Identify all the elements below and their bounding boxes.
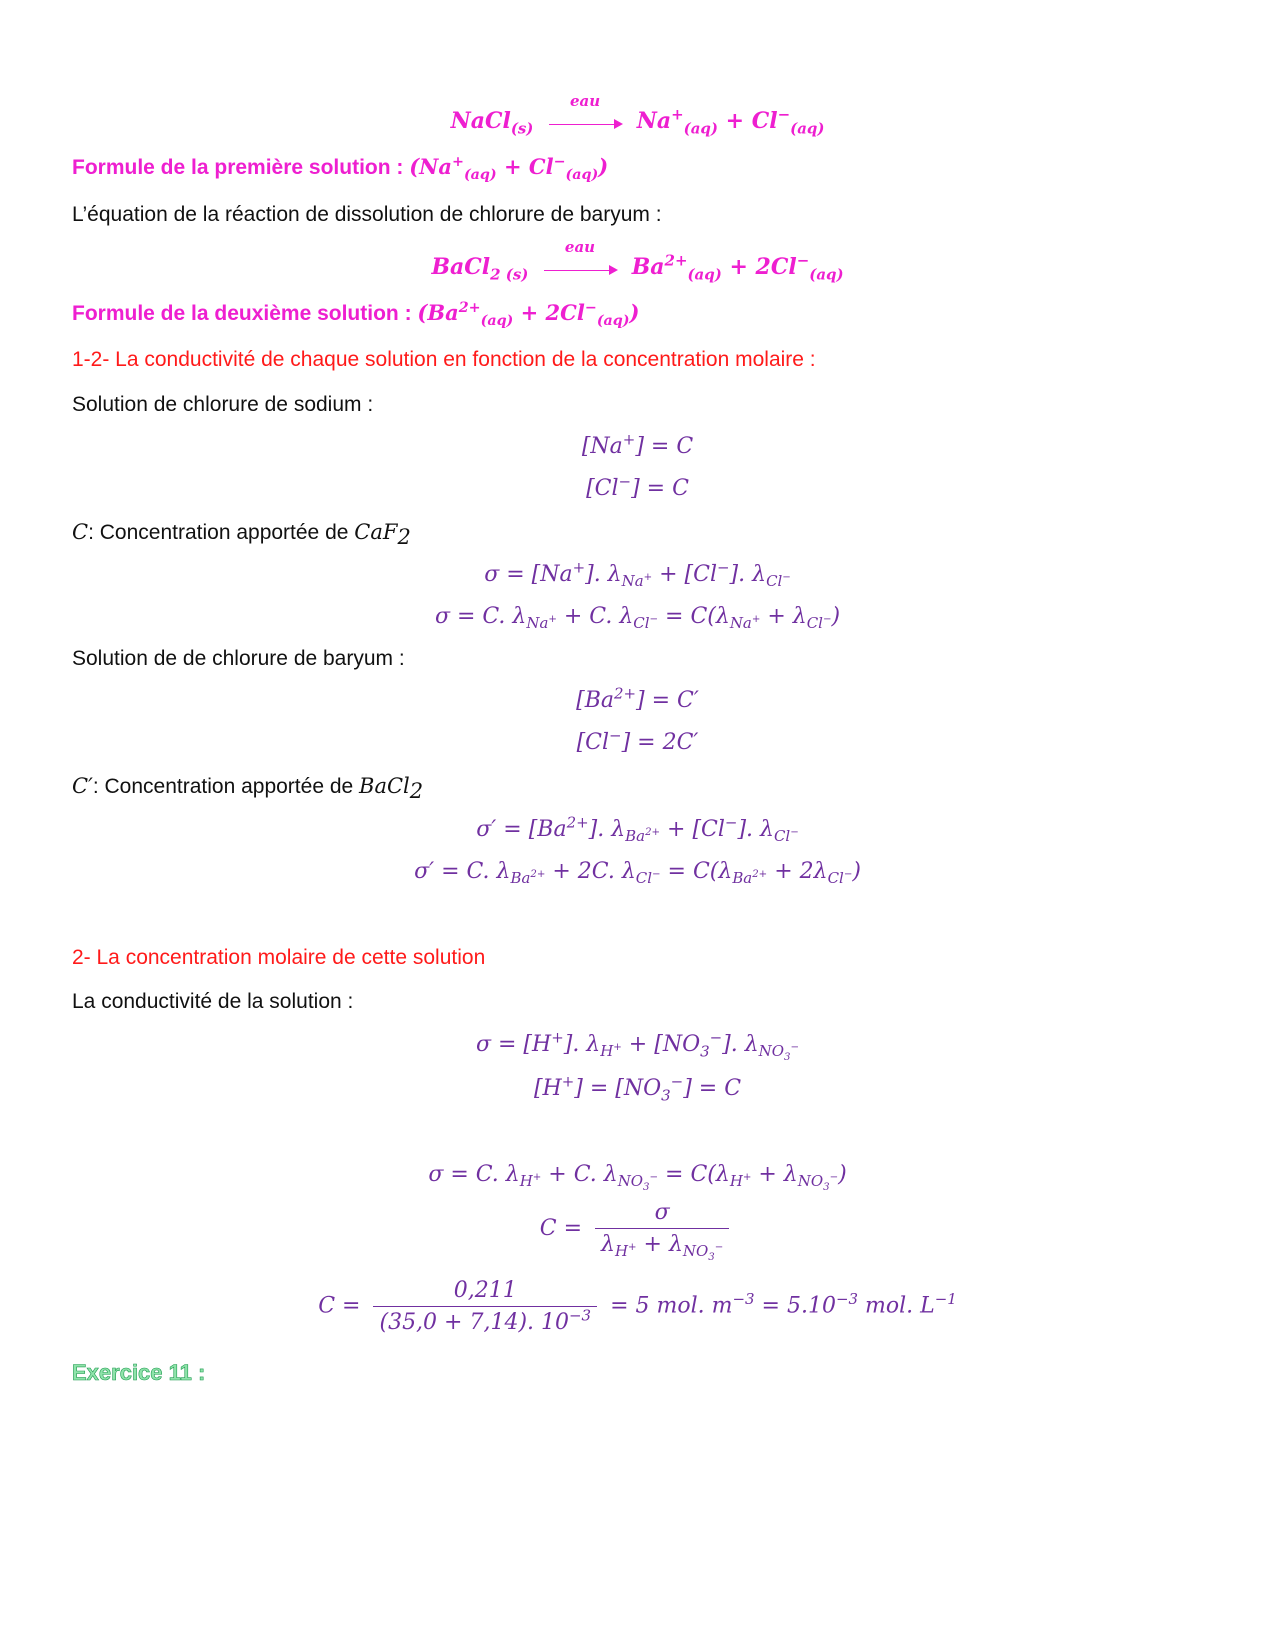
- math-sigma2-simplified: σ′ = C. $\lambda_{Ba^{2+}} + 2C$. $\lambda_{Cl^-} = C(\lambda_{Ba^{2+}} + 2\lambda_{Cl^-})$: [414, 859, 861, 888]
- math-c-result: C = $\frac{0,211}{(35,0 + 7,14). 10^{-3}}$ = 5 mol. $m^{-3} = 5.10^{-3}$ mol. $L^{-1}$: [318, 1278, 957, 1335]
- heading-2: 2- La concentration molaire de cette solution: [72, 946, 486, 969]
- formula-second-solution: Formule de la deuxième solution : $(Ba^{2+}_{(aq)} + 2Cl^-_{(aq)})$: [72, 300, 640, 330]
- reaction-arrow: [549, 91, 621, 123]
- equation-nacl-dissolution: NaCl$_{(s)}$ eau $Na^+_{(aq)} + Cl^-_{(aq)}$: [450, 91, 825, 138]
- c-definition: C: Concentration apportée de CaF$_2$: [72, 520, 411, 550]
- text-baryum-solution: Solution de de chlorure de baryum :: [72, 647, 405, 670]
- exercise-title: Exercice 11 :: [72, 1360, 206, 1385]
- math-sigma2-expression: $\sigma' = [Ba^{2+}]$. $\lambda_{Ba^{2+}} + [Cl^-]$. $\lambda_{Cl^-}$: [476, 813, 799, 846]
- fraction: $\frac{0,211}{(35,0 + 7,14). 10^{-3}}$: [373, 1278, 597, 1335]
- math-cl-concentration: [Cl−] = C: [586, 472, 689, 501]
- arrow-label: eau: [569, 91, 601, 110]
- cprime-definition: C′: Concentration apportée de BaCl$_2$: [72, 774, 424, 804]
- equation-bacl2-dissolution: BaCl$_2$ $_{(s)}$ eau $Ba^{2+}_{(aq)} + 2Cl^-_{(aq)}$: [431, 237, 844, 284]
- math-ba-concentration: $[Ba^{2+}] = C'$: [576, 684, 699, 713]
- fraction: $\frac{\sigma}{\lambda_{H^+} + \lambda_{NO_3^-}}$: [595, 1200, 729, 1258]
- math-h-no3-concentration: $[H^+] = [NO_3^-] = C$: [533, 1072, 742, 1105]
- text-sodium-solution: Solution de chlorure de sodium :: [72, 393, 374, 416]
- heading-1-2: 1-2- La conductivité de chaque solution en fonction de la concentration molaire :: [72, 348, 816, 371]
- arrow-label: eau: [564, 237, 596, 256]
- math-c-fraction: C = $\frac{\sigma}{\lambda_{H^+} + \lambda_{NO_3^-}}$: [0, 1200, 1275, 1258]
- formula-first-solution: Formule de la première solution : $(Na^+_{(aq)} + Cl^-_{(aq)})$: [72, 154, 609, 184]
- math-sigma3-expression: σ = [H+]. $\lambda_{H^+} + [NO_3^-]$. $\lambda_{NO_3^-}$: [475, 1028, 799, 1064]
- math-cl2-concentration: [Cl−] = 2C′: [576, 726, 699, 755]
- reaction-arrow: [544, 237, 616, 269]
- text-equation-bacl2: L’équation de la réaction de dissolution de chlorure de baryum :: [72, 203, 662, 226]
- reactant: NaCl: [450, 108, 511, 134]
- text-conductivity: La conductivité de la solution :: [72, 990, 354, 1013]
- math-sigma1-simplified: σ = C. $\lambda_{Na^+} + C$. $\lambda_{Cl^-} = C(\lambda_{Na^+} + \lambda_{Cl^-})$: [434, 604, 841, 633]
- math-sigma3-simplified: σ = C. $\lambda_{H^+} + C$. $\lambda_{NO_3^-} = C(\lambda_{H^+} + \lambda_{NO_3^-})$: [428, 1162, 847, 1194]
- math-sigma1-expression: σ = [Na+]. $\lambda_{Na^+} + [Cl^-]$. $\lambda_{Cl^-}$: [484, 558, 791, 591]
- math-na-concentration: [Na+] = C: [581, 430, 694, 459]
